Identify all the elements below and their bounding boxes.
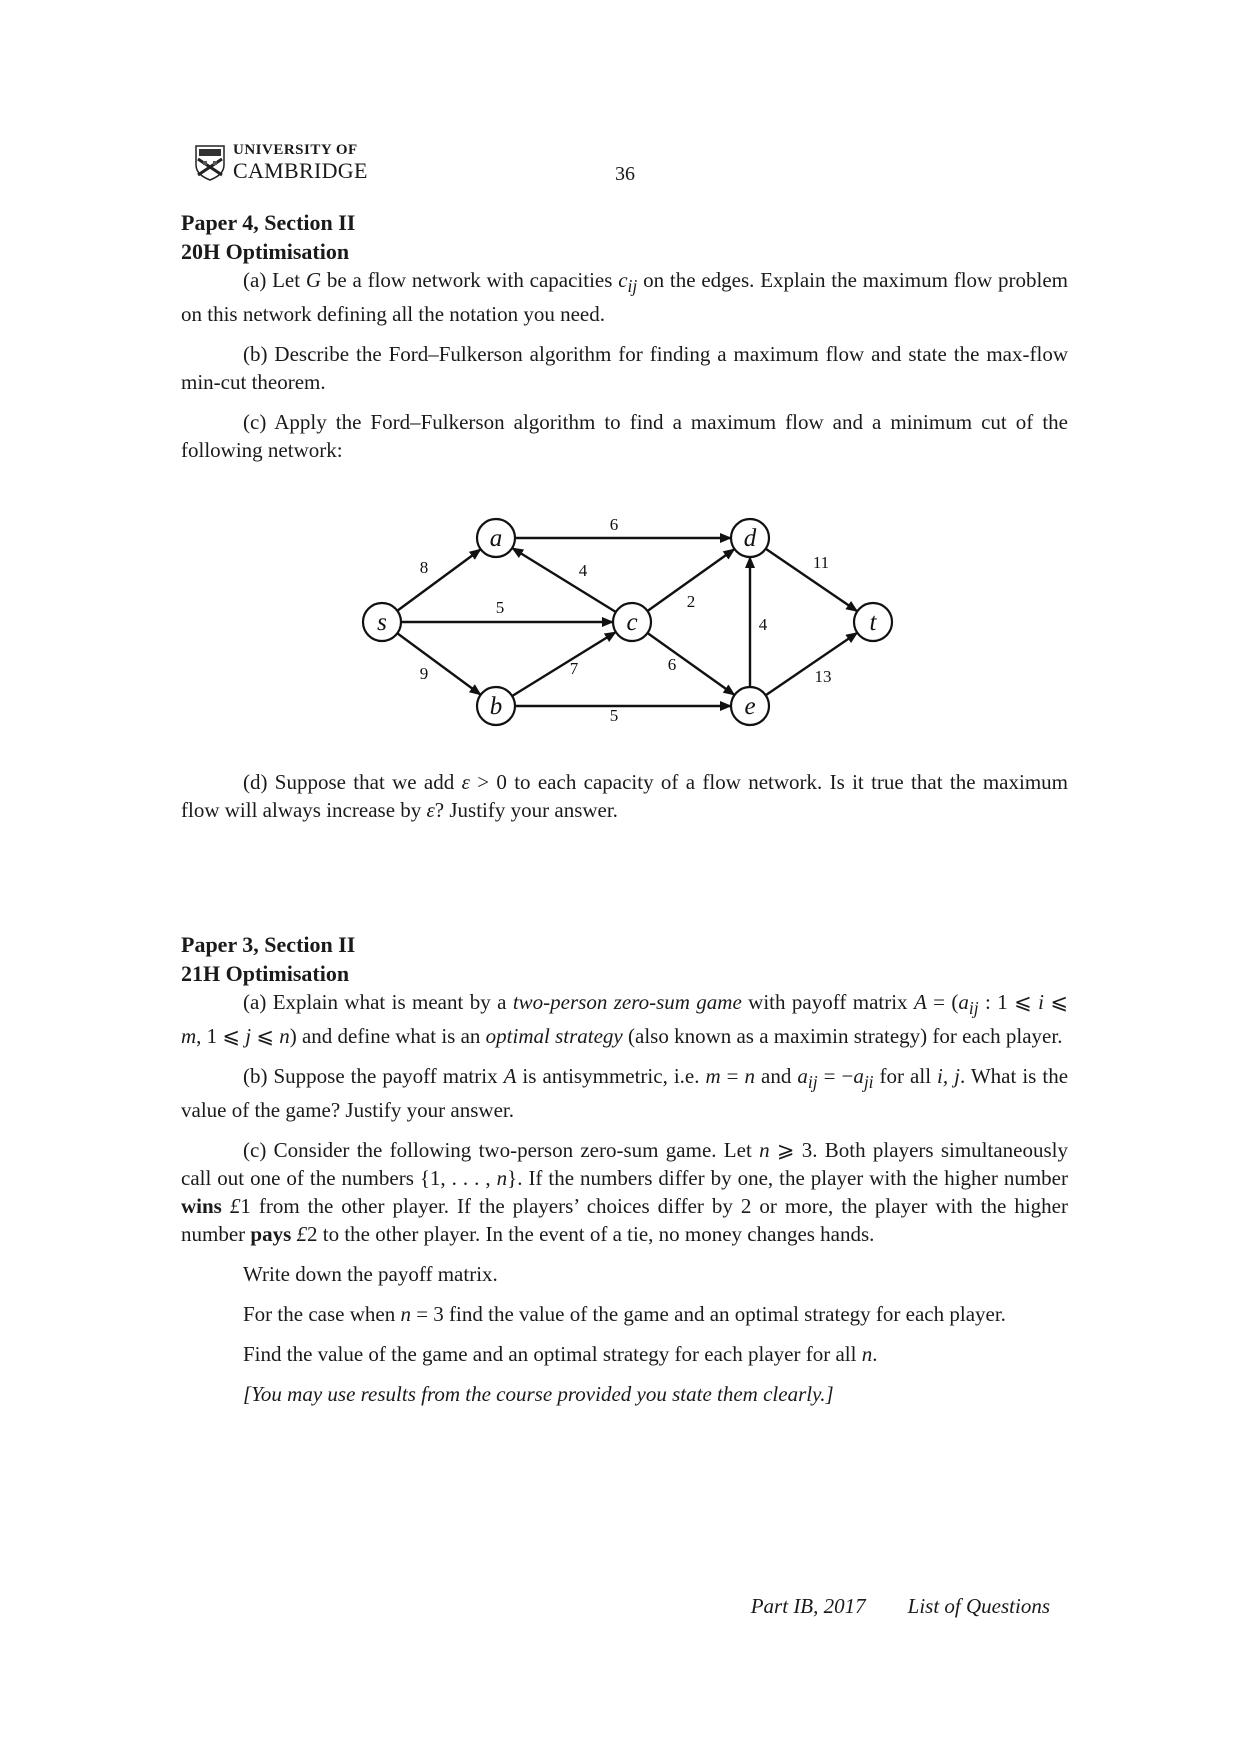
node-a-label: a: [489, 525, 503, 552]
q20-part-d: (d) Suppose that we add ε > 0 to each capacity of a flow network. Is it true that the maximum flow will always increase by ε? Justify your answer.: [181, 770, 1068, 822]
footer-part: Part IB, 2017: [750, 1594, 866, 1618]
node-s-label: s: [377, 609, 387, 636]
capacity-s-b: 9: [419, 664, 429, 683]
q20-part-c: (c) Apply the Ford–Fulkerson algorithm to find a maximum flow and a minimum cut of the following network:: [181, 410, 1068, 463]
node-b-label: b: [489, 693, 503, 720]
question-20h-continued: [181, 768, 1068, 824]
edge-b-c: [512, 632, 616, 696]
edge-e-t: [766, 633, 858, 696]
q21-part-c: (c) Consider the following two-person zero-sum game. Let n ⩾ 3. Both players simultaneously call out one of the numbers {1, . . . , n}. If the numbers differ by one, the player with the higher number wins £1 from the other player. If the players’ choices differ by 2 or more, the player with the higher number pays £2 to the other player. In the event of a tie, no money changes hands.: [181, 1138, 1068, 1247]
q21-part-a: (a) Explain what is meant by a two-person zero-sum game with payoff matrix $A = (a_{ij}$ : 1 ⩽ i ⩽ m, 1 ⩽ j ⩽ n) and define what is an optimal strategy (also known as a maximin strategy) for each player.: [181, 990, 1068, 1049]
capacity-s-a: 8: [419, 558, 429, 577]
question-21h: [181, 930, 1068, 1408]
page-footer: [751, 1594, 1050, 1619]
edge-s-b: [397, 633, 480, 694]
q21-all-n-instruction: Find the value of the game and an optimal strategy for each player for all n.: [243, 1342, 878, 1367]
flow-network-diagram: [352, 507, 912, 737]
capacity-c-e: 6: [667, 655, 677, 674]
capacity-s-c: 5: [495, 598, 505, 617]
edge-c-e: [647, 633, 734, 695]
q20-part-b: (b) Describe the Ford–Fulkerson algorithm for finding a maximum flow and state the max-flow min-cut theorem.: [181, 342, 1068, 395]
edge-s-a: [397, 549, 480, 610]
edge-d-t: [766, 549, 858, 612]
q21-payoff-instruction: Write down the payoff matrix.: [243, 1262, 498, 1287]
q20-part-a: (a) Let G be a flow network with capacities $c_{ij}$ on the edges. Explain the maximum flow problem on this network defining all the notation you need.: [181, 268, 1068, 327]
capacity-b-c: 7: [569, 659, 579, 678]
footer-list: List of Questions: [907, 1594, 1050, 1618]
q21-part-b: (b) Suppose the payoff matrix A is antisymmetric, i.e. m = n and $a_{ij} = -a_{ji}$ for all i, j. What is the value of the game? Justify your answer.: [181, 1064, 1069, 1123]
q21-n3-instruction: For the case when n = 3 find the value of the game and an optimal strategy for each player.: [243, 1302, 1006, 1327]
node-c-label: c: [626, 609, 638, 636]
question-20h: [181, 208, 1068, 464]
capacity-b-e: 5: [609, 706, 619, 725]
q21-note: [You may use results from the course provided you state them clearly.]: [243, 1382, 834, 1407]
q21-title: 21H Optimisation: [181, 961, 350, 986]
capacity-d-t: 11: [812, 553, 830, 572]
q20-paper-heading: Paper 4, Section II: [181, 210, 356, 235]
page-number: 36: [615, 163, 635, 185]
crest-icon: [195, 145, 225, 181]
capacity-e-t: 13: [814, 667, 832, 686]
capacity-a-d: 6: [609, 515, 619, 534]
node-t-label: t: [869, 609, 877, 636]
capacity-c-a: 4: [578, 561, 588, 580]
q20-title: 20H Optimisation: [181, 239, 350, 264]
node-e-label: e: [744, 693, 756, 720]
q21-paper-heading: Paper 3, Section II: [181, 932, 356, 957]
university-line1: UNIVERSITY OF: [233, 142, 358, 158]
capacity-c-d: 2: [686, 592, 696, 611]
university-logo: [195, 143, 368, 182]
edge-c-a: [512, 548, 616, 612]
capacity-e-d: 4: [758, 615, 768, 634]
node-d-label: d: [743, 525, 757, 552]
university-line2: CAMBRIDGE: [233, 158, 368, 183]
